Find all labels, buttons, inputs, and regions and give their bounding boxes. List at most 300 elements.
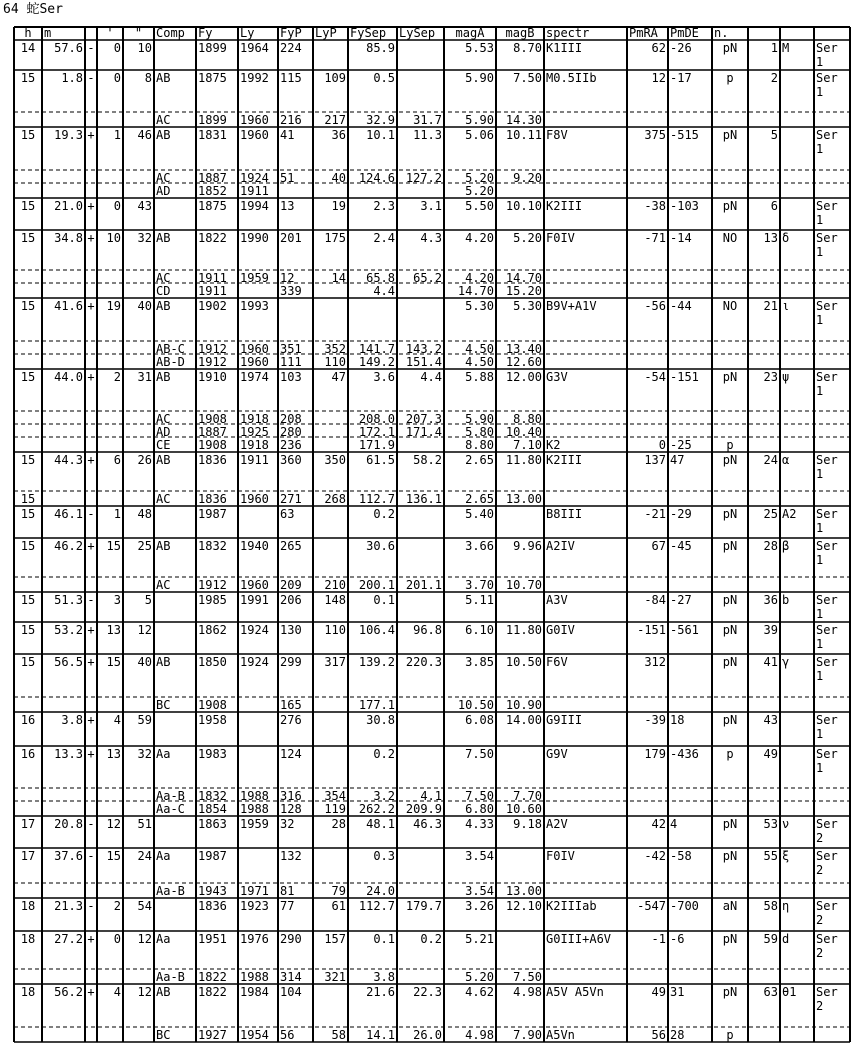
cell-const: Ser 1 [816,199,838,227]
cell-const: Ser 1 [816,370,838,398]
cell-sign: - [87,41,95,55]
cell-comp: BC [156,1028,171,1042]
cell-ly: 1964 [240,41,269,55]
cell-pmde: -27 [670,593,692,607]
cell-pmra: 0 [658,438,666,452]
cell-num: 39 [763,623,778,637]
cell-maga: 3.54 [465,849,494,863]
cell-deg: 0 [113,71,121,85]
cell-ly: 1988 [240,789,269,803]
cell-fysep: 141.7 [358,342,395,356]
cell-fy: 1983 [198,747,227,761]
cell-fy: 1836 [198,492,227,506]
cell-fysep: 2.3 [373,199,395,213]
cell-sign: - [87,849,95,863]
cell-fysep: 4.4 [373,284,395,298]
cell-maga: 10.50 [457,698,494,712]
cell-fyp: 77 [280,899,295,913]
cell-bayer: b [782,593,790,607]
cell-lysep: 136.1 [405,492,442,506]
cell-pmra: -56 [644,299,666,313]
cell-magb: 5.30 [513,299,542,313]
cell-const: Ser 1 [816,747,838,775]
cell-note: pN [722,655,738,669]
cell-ly: 1960 [240,113,269,127]
cell-sign: - [87,899,95,913]
cell-h: 15 [20,507,36,521]
cell-magb: 13.40 [505,342,542,356]
cell-spectr: F0IV [546,231,575,245]
cell-bayer: ξ [782,849,790,863]
cell-lysep: 96.8 [413,623,442,637]
cell-ly: 1923 [240,899,269,913]
cell-fysep: 0.2 [373,747,395,761]
cell-num: 1 [770,41,778,55]
cell-m: 56.2 [54,985,83,999]
cell-magb: 11.80 [505,453,542,467]
cell-pmde: -17 [670,71,692,85]
cell-comp: Aa-B [156,789,185,803]
cell-ly: 1988 [240,970,269,984]
cell-num: 41 [763,655,778,669]
cell-pmde: -44 [670,299,692,313]
cell-deg: 2 [113,899,121,913]
cell-m: 37.6 [54,849,83,863]
cell-num: 2 [770,71,778,85]
cell-h: 15 [20,370,36,384]
cell-maga: 5.21 [465,932,494,946]
cell-lyp: 321 [324,970,346,984]
cell-comp: AC [156,492,171,506]
cell-pmde: 47 [670,453,685,467]
cell-maga: 7.50 [465,747,494,761]
cell-fy: 1836 [198,453,227,467]
cell-pmde: -25 [670,438,692,452]
cell-comp: AC [156,578,171,592]
header-fyp: FyP [280,26,302,40]
cell-lyp: 14 [331,271,346,285]
cell-maga: 2.65 [465,492,494,506]
cell-maga: 4.20 [465,271,494,285]
cell-fyp: 124 [280,747,302,761]
cell-fyp: 13 [280,199,295,213]
cell-fysep: 3.6 [373,370,395,384]
cell-deg: 13 [106,747,121,761]
cell-sign: + [87,231,95,245]
cell-arcmin: 54 [137,899,152,913]
cell-magb: 8.70 [513,41,542,55]
cell-lyp: 352 [324,342,346,356]
cell-const: Ser 1 [816,41,838,69]
cell-fysep: 0.2 [373,507,395,521]
cell-pmra: -84 [644,593,666,607]
cell-fyp: 201 [280,231,302,245]
cell-m: 41.6 [54,299,83,313]
cell-fy: 1875 [198,199,227,213]
cell-sign: + [87,370,95,384]
cell-const: Ser 1 [816,71,838,99]
cell-fyp: 265 [280,539,302,553]
cell-fyp: 32 [280,817,295,831]
cell-const: Ser 1 [816,128,838,156]
cell-h: 18 [20,899,36,913]
cell-pmde: -29 [670,507,692,521]
cell-fyp: 81 [280,884,295,898]
cell-sign: + [87,128,95,142]
cell-h: 15 [20,128,36,142]
cell-pmde: -58 [670,849,692,863]
cell-maga: 5.80 [465,425,494,439]
cell-m: 51.3 [54,593,83,607]
cell-fy: 1912 [198,342,227,356]
cell-ly: 1918 [240,438,269,452]
cell-num: 55 [763,849,778,863]
cell-lysep: 11.3 [413,128,442,142]
cell-fysep: 0.5 [373,71,395,85]
cell-magb: 9.20 [513,171,542,185]
cell-pmde: 31 [670,985,685,999]
cell-note: pN [722,985,738,999]
cell-fyp: 299 [280,655,302,669]
cell-magb: 4.98 [513,985,542,999]
cell-fysep: 61.5 [366,453,395,467]
cell-fy: 1985 [198,593,227,607]
cell-ly: 1960 [240,355,269,369]
cell-sign: - [87,71,95,85]
cell-sign: - [87,507,95,521]
header-note: n. [714,26,729,40]
cell-arcmin: 12 [137,623,152,637]
cell-comp: AC [156,412,171,426]
cell-spectr: A3V [546,593,568,607]
cell-fy: 1899 [198,113,227,127]
cell-comp: AB [156,370,171,384]
cell-ly: 1940 [240,539,269,553]
cell-h: 18 [20,932,36,946]
cell-fysep: 32.9 [366,113,395,127]
cell-magb: 10.40 [505,425,542,439]
cell-note: pN [722,623,738,637]
cell-num: 49 [763,747,778,761]
cell-spectr: M0.5IIb [546,71,597,85]
cell-maga: 5.90 [465,113,494,127]
cell-const: Ser 2 [816,899,838,927]
cell-const: Ser 1 [816,593,838,621]
cell-maga: 7.50 [465,789,494,803]
cell-sign: + [87,623,95,637]
cell-m: 21.3 [54,899,83,913]
cell-pmra: 62 [651,41,666,55]
cell-note: pN [722,128,738,142]
cell-arcmin: 25 [137,539,152,553]
cell-magb: 9.96 [513,539,542,553]
cell-ly: 1960 [240,578,269,592]
cell-m: 57.6 [54,41,83,55]
cell-fy: 1910 [198,370,227,384]
cell-h: 14 [20,41,36,55]
cell-lysep: 26.0 [413,1028,442,1042]
cell-comp: CE [156,438,171,452]
cell-fysep: 124.6 [358,171,395,185]
cell-comp: AB-D [156,355,185,369]
cell-fy: 1836 [198,899,227,913]
cell-num: 5 [770,128,778,142]
cell-spectr: K2III [546,199,583,213]
cell-note: pN [722,849,738,863]
cell-fy: 1958 [198,713,227,727]
cell-m: 20.8 [54,817,83,831]
cell-comp: AB [156,231,171,245]
cell-comp: Aa-C [156,802,185,816]
cell-note: p [726,438,734,452]
cell-h: 16 [20,747,36,761]
cell-lyp: 268 [324,492,346,506]
cell-comp: AB [156,985,171,999]
cell-h: 16 [20,713,36,727]
cell-sign: + [87,985,95,999]
cell-spectr: B9V+A1V [546,299,597,313]
cell-num: 13 [763,231,778,245]
cell-bayer: η [782,899,790,913]
cell-fyp: 111 [280,355,302,369]
cell-h: 15 [20,655,36,669]
cell-m: 46.1 [54,507,83,521]
header-fysep: FySep [350,26,387,40]
cell-maga: 4.62 [465,985,494,999]
cell-lyp: 28 [331,817,346,831]
cell-fy: 1987 [198,849,227,863]
cell-fyp: 280 [280,425,302,439]
cell-fy: 1987 [198,507,227,521]
cell-arcmin: 40 [137,655,152,669]
cell-fy: 1863 [198,817,227,831]
cell-deg: 19 [106,299,121,313]
cell-fy: 1887 [198,171,227,185]
cell-fy: 1887 [198,425,227,439]
cell-deg: 2 [113,370,121,384]
cell-fy: 1832 [198,789,227,803]
cell-lyp: 109 [324,71,346,85]
cell-num: 25 [763,507,778,521]
cell-spectr: K2IIIab [546,899,597,913]
cell-magb: 9.18 [513,817,542,831]
cell-comp: AC [156,113,171,127]
cell-fy: 1912 [198,578,227,592]
cell-pmra: -1 [651,932,666,946]
cell-lysep: 22.3 [413,985,442,999]
cell-fyp: 224 [280,41,302,55]
header-maga: magA [455,26,485,40]
cell-fy: 1943 [198,884,227,898]
cell-comp: AC [156,171,171,185]
cell-ly: 1984 [240,985,269,999]
cell-lysep: 201.1 [405,578,442,592]
cell-magb: 5.20 [513,231,542,245]
cell-spectr: A5Vn [546,1028,575,1042]
cell-const: Ser 1 [816,507,838,535]
cell-fysep: 200.1 [358,578,395,592]
cell-magb: 11.80 [505,623,542,637]
cell-pmde: -45 [670,539,692,553]
cell-ly: 1918 [240,412,269,426]
cell-note: p [726,1028,734,1042]
cell-comp: Aa [156,932,171,946]
cell-fy: 1908 [198,412,227,426]
cell-lyp: 36 [331,128,346,142]
cell-fysep: 2.4 [373,231,395,245]
cell-arcmin: 12 [137,932,152,946]
cell-lyp: 350 [324,453,346,467]
cell-const: Ser 2 [816,849,838,877]
cell-pmra: 56 [651,1028,666,1042]
cell-h: 15 [20,593,36,607]
cell-h: 15 [20,492,36,506]
cell-sign: - [87,593,95,607]
cell-ly: 1924 [240,655,269,669]
cell-deg: 15 [106,849,121,863]
cell-comp: AD [156,425,171,439]
cell-lyp: 110 [324,355,346,369]
cell-pmde: -151 [670,370,699,384]
cell-fyp: 314 [280,970,302,984]
cell-m: 44.3 [54,453,83,467]
cell-num: 6 [770,199,778,213]
cell-fyp: 216 [280,113,302,127]
cell-sign: + [87,747,95,761]
cell-pmde: -6 [670,932,685,946]
cell-fyp: 290 [280,932,302,946]
cell-note: NO [722,299,738,313]
cell-magb: 7.70 [513,789,542,803]
cell-maga: 3.54 [465,884,494,898]
cell-comp: Aa-B [156,970,185,984]
cell-maga: 4.50 [465,342,494,356]
cell-fyp: 128 [280,802,302,816]
cell-magb: 7.90 [513,1028,542,1042]
cell-fyp: 351 [280,342,302,356]
header-lysep: LySep [399,26,436,40]
cell-fysep: 48.1 [366,817,395,831]
cell-fysep: 10.1 [366,128,395,142]
cell-bayer: ι [782,299,790,313]
cell-note: pN [722,817,738,831]
cell-const: Ser 1 [816,655,838,683]
cell-sign: + [87,453,95,467]
cell-lysep: 209.9 [405,802,442,816]
cell-maga: 4.20 [465,231,494,245]
header-fy: Fy [198,26,213,40]
cell-comp: AC [156,271,171,285]
cell-maga: 3.70 [465,578,494,592]
cell-bayer: β [782,539,790,553]
cell-ly: 1976 [240,932,269,946]
cell-num: 63 [763,985,778,999]
cell-fyp: 206 [280,593,302,607]
cell-fysep: 65.8 [366,271,395,285]
cell-fyp: 209 [280,578,302,592]
cell-pmra: -54 [644,370,666,384]
cell-h: 15 [20,623,36,637]
cell-lyp: 79 [331,884,346,898]
cell-spectr: K2 [546,438,561,452]
cell-h: 15 [20,539,36,553]
cell-fysep: 177.1 [358,698,395,712]
cell-comp: CD [156,284,171,298]
cell-magb: 14.00 [505,713,542,727]
cell-fysep: 149.2 [358,355,395,369]
cell-magb: 13.00 [505,884,542,898]
cell-maga: 5.20 [465,184,494,198]
cell-num: 21 [763,299,778,313]
cell-const: Ser 2 [816,932,838,960]
cell-note: pN [722,507,738,521]
cell-fyp: 165 [280,698,302,712]
cell-spectr: K2III [546,453,583,467]
cell-m: 44.0 [54,370,83,384]
cell-magb: 10.70 [505,578,542,592]
cell-fysep: 112.7 [358,492,395,506]
header-lyp: LyP [315,26,337,40]
cell-maga: 5.20 [465,970,494,984]
cell-spectr: A5V A5Vn [546,985,604,999]
cell-lyp: 210 [324,578,346,592]
cell-pmde: -103 [670,199,699,213]
cell-lyp: 40 [331,171,346,185]
cell-lysep: 4.3 [420,231,442,245]
cell-magb: 7.10 [513,438,542,452]
cell-pmde: 4 [670,817,678,831]
cell-m: 27.2 [54,932,83,946]
cell-ly: 1993 [240,299,269,313]
cell-arcmin: 31 [137,370,152,384]
cell-m: 3.8 [61,713,83,727]
cell-num: 58 [763,899,778,913]
cell-spectr: G0IV [546,623,575,637]
cell-maga: 6.10 [465,623,494,637]
cell-comp: Aa [156,747,171,761]
cell-sign: + [87,199,95,213]
cell-sign: - [87,817,95,831]
cell-ly: 1992 [240,71,269,85]
cell-maga: 4.33 [465,817,494,831]
cell-comp: AB-C [156,342,185,356]
cell-ly: 1991 [240,593,269,607]
cell-pmra: 312 [644,655,666,669]
cell-const: Ser 1 [816,713,838,741]
cell-deg: 13 [106,623,121,637]
cell-bayer: ν [782,817,790,831]
cell-num: 24 [763,453,778,467]
cell-const: Ser 1 [816,623,838,651]
cell-lyp: 47 [331,370,346,384]
cell-spectr: G0III+A6V [546,932,612,946]
cell-maga: 14.70 [457,284,494,298]
cell-h: 15 [20,199,36,213]
cell-ly: 1990 [240,231,269,245]
cell-pmde: -515 [670,128,699,142]
cell-const: Ser 2 [816,985,838,1013]
cell-num: 28 [763,539,778,553]
cell-fy: 1899 [198,41,227,55]
cell-pmde: -436 [670,747,699,761]
cell-fysep: 0.1 [373,932,395,946]
cell-lyp: 110 [324,623,346,637]
cell-pmra: 137 [644,453,666,467]
cell-comp: AB [156,453,171,467]
cell-fysep: 262.2 [358,802,395,816]
cell-maga: 6.80 [465,802,494,816]
cell-h: 17 [20,817,36,831]
